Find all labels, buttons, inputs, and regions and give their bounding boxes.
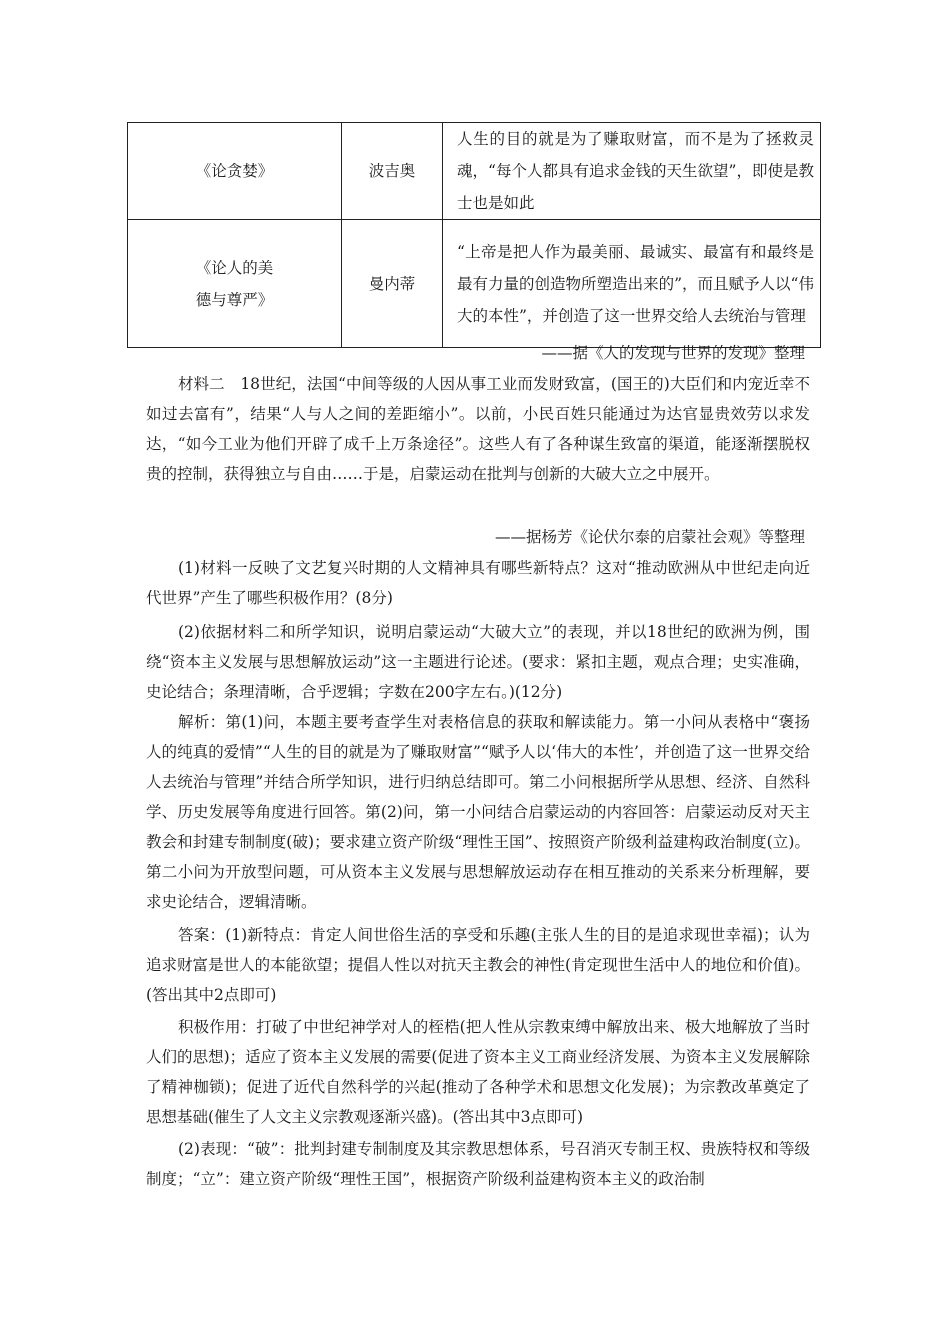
work-title-line: 《论人的美 <box>195 258 274 277</box>
work-title-cell: 《论贪婪》 <box>128 123 342 220</box>
table-row <box>128 123 821 220</box>
material2-text: 材料二 18世纪，法国“中间等级的人因从事工业而发财致富，(国王的)大臣们和内宠近幸不如过去富有”，结果“人与人之间的差距缩小”。以前，小民百姓只能通过为达官显贵效劳以求发达，“如今工业为他们开辟了成千上万条途径”。这些人有了各种谋生致富的渠道，能逐渐摆脱权贵的控制，获得独立与自由……于是，启蒙运动在批判与创新的大破大立之中展开。 <box>146 375 810 483</box>
answer-3: (2)表现：“破”：批判封建专制制度及其宗教思想体系，号召消灭专制王权、贵族特权和等级制度；“立”：建立资产阶级“理性王国”，根据资产阶级利益建构资本主义的政治制 <box>146 1140 810 1188</box>
author-cell: 波吉奥 <box>342 123 443 220</box>
work-title-line: 德与尊严》 <box>195 290 274 309</box>
author-cell: 曼内蒂 <box>342 220 443 348</box>
table-row <box>128 220 821 348</box>
material2-source: ——据杨芳《论伏尔泰的启蒙社会观》等整理 <box>494 528 805 546</box>
answer-2: 积极作用：打破了中世纪神学对人的桎梏(把人性从宗教束缚中解放出来、极大地解放了当时人们的思想)；适应了资本主义发展的需要(促进了资本主义工商业经济发展、为资本主义发展解除了精神枷锁)；促进了近代自然科学的兴起(推动了各种学术和思想文化发展)；为宗教改革奠定了思想基础(催生了人文主义宗教观逐渐兴盛)。(答出其中3点即可) <box>146 1018 810 1126</box>
answer-1: 答案：(1)新特点：肯定人间世俗生活的享受和乐趣(主张人生的目的是追求现世幸福)；认为追求财富是世人的本能欲望；提倡人性以对抗天主教会的神性(肯定现世生活中人的地位和价值)。(答出其中2点即可) <box>146 926 810 1004</box>
content-cell: “上帝是把人作为最美丽、最诚实、最富有和最终是最有力量的创造物所塑造出来的”，而且赋予人以“伟大的本性”，并创造了这一世界交给人去统治与管理 <box>443 220 821 348</box>
content-cell: 人生的目的就是为了赚取财富，而不是为了拯救灵魂，“每个人都具有追求金钱的天生欲望”，即使是教士也是如此 <box>443 123 821 220</box>
work-title-cell <box>128 220 342 348</box>
question-2: (2)依据材料二和所学知识，说明启蒙运动“大破大立”的表现，并以18世纪的欧洲为例，围绕“资本主义发展与思想解放运动”这一主题进行论述。(要求：紧扣主题，观点合理；史实准确，史论结合；条理清晰，合乎逻辑；字数在200字左右。)(12分) <box>146 623 810 701</box>
analysis-text: 解析：第(1)问，本题主要考查学生对表格信息的获取和解读能力。第一小问从表格中“褒扬人的纯真的爱情”“人生的目的就是为了赚取财富”“赋予人以‘伟大的本性’，并创造了这一世界交给人去统治与管理”并结合所学知识，进行归纳总结即可。第二小问根据所学从思想、经济、自然科学、历史发展等角度进行回答。第(2)问，第一小问结合启蒙运动的内容回答：启蒙运动反对天主教会和封建专制制度(破)；要求建立资产阶级“理性王国”、按照资产阶级利益建构政治制度(立)。第二小问为开放型问题，可从资本主义发展与思想解放运动存在相互推动的关系来分析理解，要求史论结合，逻辑清晰。 <box>146 713 810 911</box>
works-table <box>127 122 821 348</box>
table-source: ——据《人的发现与世界的发现》整理 <box>541 344 805 362</box>
question-1: (1)材料一反映了文艺复兴时期的人文精神具有哪些新特点？这对“推动欧洲从中世纪走向近代世界”产生了哪些积极作用？(8分) <box>146 559 810 607</box>
